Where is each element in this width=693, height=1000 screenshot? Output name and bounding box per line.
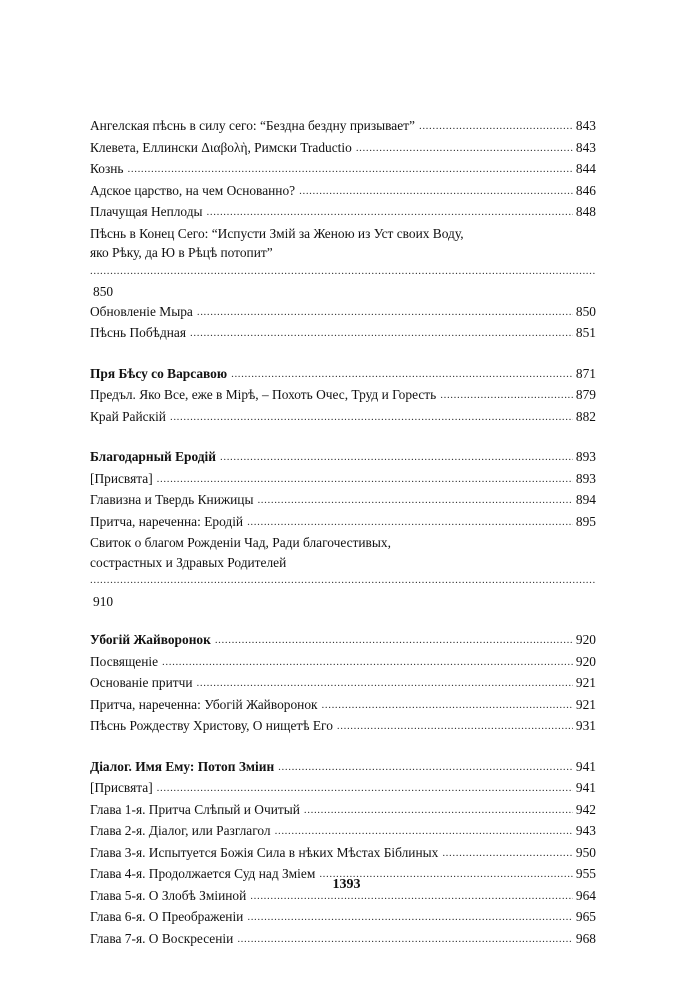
toc-entry-title: [Присвята] xyxy=(90,470,153,486)
toc-entry xyxy=(90,533,596,611)
toc-entry-title: Клевета, Еллински Διαβολὴ, Римски Traductio xyxy=(90,139,352,155)
toc-entry-page: 843 xyxy=(575,118,596,133)
toc-entry-title: Кознь xyxy=(90,161,124,176)
toc-entry-page: 879 xyxy=(575,387,596,402)
toc-entry-title-line1: Пѣснь в Конец Сего: “Испусти Змій за Женою из Уст своих Воду, xyxy=(90,225,464,241)
toc-entry xyxy=(90,778,596,800)
dot-leader xyxy=(90,262,596,282)
toc-entry-page: 942 xyxy=(575,801,596,817)
toc-entry-page: 941 xyxy=(575,758,596,774)
toc-entry xyxy=(90,323,596,345)
toc-entry-title-line1: Свиток о благом Рожденіи Чад, Ради благочестивых, xyxy=(90,535,391,550)
dot-leader xyxy=(356,139,573,159)
toc-entry-page: 920 xyxy=(575,653,596,669)
dot-leader xyxy=(442,844,573,864)
toc-section xyxy=(90,116,596,345)
toc-section xyxy=(90,757,596,951)
toc-entry-page: 894 xyxy=(575,492,596,507)
dot-leader xyxy=(207,203,573,223)
toc-section xyxy=(90,630,596,738)
toc-entry-page: 851 xyxy=(575,325,596,340)
toc-entry-page: 871 xyxy=(575,365,596,381)
toc-entry xyxy=(90,202,596,224)
toc-entry xyxy=(90,469,596,491)
toc-entry-page: 844 xyxy=(575,161,596,176)
toc-section-heading xyxy=(90,364,596,386)
dot-leader xyxy=(237,930,573,950)
toc-entry xyxy=(90,716,596,738)
dot-leader xyxy=(128,160,573,180)
dot-leader xyxy=(304,801,573,821)
toc-entry xyxy=(90,224,596,302)
toc-entry-title: Пѣснь Побѣдная xyxy=(90,325,187,340)
toc-entry-title: Глава 5-я. О Злобѣ Зміиной xyxy=(90,887,247,903)
dot-leader xyxy=(157,470,573,490)
toc-entry-title: Глава 6-я. О Преображеніи xyxy=(90,909,244,924)
toc-entry-title: Ангелская пѣснь в силу сего: “Бездна бездну призывает” xyxy=(90,118,415,133)
toc-entry-title: Благодарный Еродій xyxy=(90,449,216,464)
toc-entry xyxy=(90,385,596,407)
toc-entry-page: 893 xyxy=(575,470,596,486)
dot-leader xyxy=(257,491,572,511)
toc-entry-title: Глава 4-я. Продолжается Суд над Зміем xyxy=(90,866,316,881)
toc-entry-title: Глава 1-я. Притча Слѣпый и Очитый xyxy=(90,801,300,817)
toc-entry-page: 848 xyxy=(575,204,596,219)
toc-entry-page: 895 xyxy=(575,513,596,529)
toc-entry xyxy=(90,929,596,951)
toc-entry-title: Посвященіе xyxy=(90,653,159,669)
toc-entry-title: [Присвята] xyxy=(90,780,153,795)
dot-leader xyxy=(299,182,573,202)
dot-leader xyxy=(440,386,573,406)
dot-leader xyxy=(419,117,573,137)
toc-entry-page: 964 xyxy=(575,887,596,903)
toc-entry-title: яко Рѣку, да Ю в Рѣцѣ потопит” xyxy=(90,245,273,260)
dot-leader xyxy=(275,822,573,842)
toc-section-heading xyxy=(90,630,596,652)
dot-leader xyxy=(337,717,573,737)
toc-entry-page: 921 xyxy=(575,675,596,690)
toc-entry-page: 950 xyxy=(575,844,596,860)
toc-entry xyxy=(90,181,596,203)
toc-entry-page: 941 xyxy=(575,780,596,795)
toc-entry-page: 882 xyxy=(575,408,596,424)
dot-leader xyxy=(90,571,596,591)
toc-entry-title: Плачущая Неплоды xyxy=(90,204,203,219)
toc-entry xyxy=(90,116,596,138)
toc-entry xyxy=(90,800,596,822)
toc-entry-page: 955 xyxy=(575,866,596,881)
toc-entry-title: Убогій Жайворонок xyxy=(90,632,211,647)
toc-entry xyxy=(90,138,596,160)
toc-entry xyxy=(90,652,596,674)
toc-entry xyxy=(90,407,596,429)
dot-leader xyxy=(197,303,573,323)
toc-entry xyxy=(90,843,596,865)
toc-entry-title: Край Райскій xyxy=(90,408,166,424)
toc-entry xyxy=(90,695,596,717)
toc-section-heading xyxy=(90,757,596,779)
toc-entry-title: Діалог. Имя Ему: Потоп Зміин xyxy=(90,758,275,774)
table-of-contents xyxy=(90,116,596,969)
toc-entry xyxy=(90,907,596,929)
dot-leader xyxy=(247,513,573,533)
toc-entry-title: Пря Бѣсу со Варсавою xyxy=(90,365,228,381)
toc-entry-page: 893 xyxy=(575,449,596,464)
toc-entry-page: 921 xyxy=(575,696,596,712)
toc-entry-page: 920 xyxy=(575,632,596,647)
toc-section xyxy=(90,447,596,611)
dot-leader xyxy=(247,908,573,928)
toc-entry-page: 850 xyxy=(93,284,114,299)
dot-leader xyxy=(190,324,573,344)
toc-entry-title: Обновленіе Мыра xyxy=(90,303,193,319)
toc-entry-page: 910 xyxy=(93,593,114,609)
dot-leader xyxy=(162,653,573,673)
toc-entry-page: 843 xyxy=(575,139,596,155)
toc-entry-title: Притча, нареченна: Еродій xyxy=(90,513,244,529)
dot-leader xyxy=(322,696,573,716)
toc-entry-title: Пѣснь Рождеству Христову, О нищетѣ Его xyxy=(90,718,333,733)
toc-entry xyxy=(90,673,596,695)
toc-entry-title: Адское царство, на чем Основанно? xyxy=(90,182,296,198)
dot-leader xyxy=(170,408,573,428)
toc-entry-page: 931 xyxy=(575,718,596,733)
toc-entry-page: 846 xyxy=(575,182,596,198)
toc-entry xyxy=(90,490,596,512)
dot-leader xyxy=(278,758,573,778)
toc-entry-title: Глава 7-я. О Воскресеніи xyxy=(90,930,234,946)
toc-section xyxy=(90,364,596,429)
toc-entry-title: Основаніе притчи xyxy=(90,675,193,690)
toc-section-heading xyxy=(90,447,596,469)
toc-entry-title: Предъл. Яко Все, еже в Мірѣ, – Похоть Очес, Труд и Горесть xyxy=(90,387,437,402)
toc-entry-title: Глава 3-я. Испытуется Божія Сила в нѣких Мѣстах Біблиных xyxy=(90,844,439,860)
dot-leader xyxy=(197,674,573,694)
toc-entry xyxy=(90,302,596,324)
dot-leader xyxy=(215,631,573,651)
dot-leader xyxy=(220,448,573,468)
toc-entry-page: 968 xyxy=(575,930,596,946)
toc-entry-title: Главизна и Твердь Книжицы xyxy=(90,492,254,507)
toc-entry-title: сострастных и Здравых Родителей xyxy=(90,554,287,570)
dot-leader xyxy=(231,365,573,385)
toc-entry-page: 965 xyxy=(575,909,596,924)
toc-entry-page: 943 xyxy=(575,823,596,838)
toc-entry xyxy=(90,821,596,843)
page-number: 1393 xyxy=(332,877,361,892)
toc-entry-page: 850 xyxy=(575,303,596,319)
toc-entry-title: Глава 2-я. Діалог, или Разглагол xyxy=(90,823,271,838)
toc-entry-title: Притча, нареченна: Убогій Жайворонок xyxy=(90,696,318,712)
dot-leader xyxy=(157,779,573,799)
toc-entry xyxy=(90,512,596,534)
toc-entry xyxy=(90,159,596,181)
